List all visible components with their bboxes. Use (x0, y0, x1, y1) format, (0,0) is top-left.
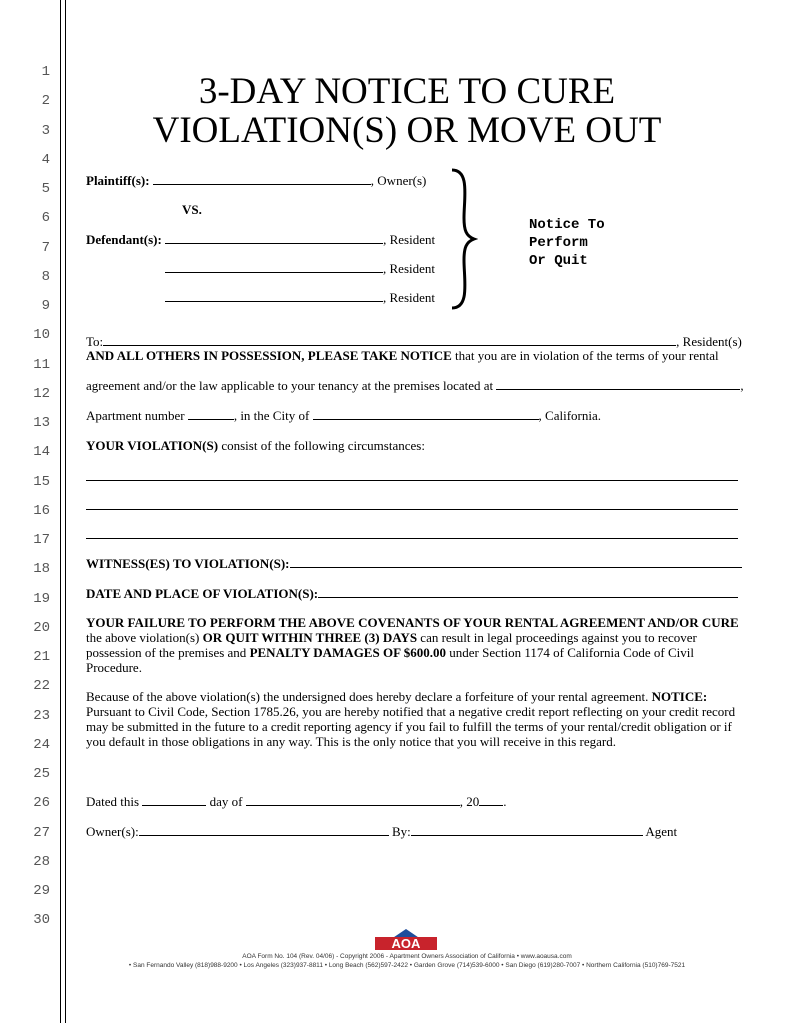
notice-line-2: Perform (529, 235, 588, 251)
defendant-row (86, 232, 435, 247)
dated-label: Dated this (86, 794, 140, 809)
line-number: 10 (33, 327, 50, 344)
line-number: 14 (33, 444, 50, 461)
signature-row (86, 824, 677, 839)
line-number: 18 (33, 561, 50, 578)
forfeiture-text-2: Pursuant to Civil Code, Section 1785.26, you are hereby notified that a negative credit report reflecting on your credit record may be submitted in the future to a credit reporting agency if you fail to fulfill the terms of your rental/credit obligation or if you default in those obligations in any way. This is the only notice that you will receive in this regard. (86, 704, 736, 749)
possession-bold: AND ALL OTHERS IN POSSESSION, PLEASE TAKE NOTICE (86, 348, 452, 363)
resident-suffix-2: , Resident (383, 261, 435, 276)
date-place-field[interactable] (318, 586, 738, 598)
by-label: By: (391, 824, 411, 839)
premises-end: , (740, 378, 744, 393)
line-number: 4 (41, 151, 50, 168)
line-number: 7 (41, 239, 50, 256)
line-number: 11 (33, 356, 50, 373)
line-number: 19 (33, 590, 50, 607)
notice-line-3: Or Quit (529, 253, 588, 269)
resident-suffix-3: , Resident (383, 290, 435, 305)
footer-line-2: • San Fernando Valley (818)988-9200 • Los Angeles (323)937-8811 • Long Beach (562)597-2422 • Garden Grove (714)539-6000 • San Diego (619)280-7007 • Northern California (510)769-7521 (128, 962, 686, 969)
line-number: 16 (33, 502, 50, 519)
resident-suffix-1: , Resident (383, 232, 436, 247)
to-label: To: (86, 334, 104, 349)
apartment-row (86, 408, 601, 423)
aoa-logo (373, 926, 439, 952)
line-number: 22 (33, 678, 50, 695)
city-label: , in the City of (233, 408, 310, 423)
to-field[interactable] (103, 334, 676, 346)
line-number: 25 (33, 766, 50, 782)
date-place-label: DATE AND PLACE OF VIOLATION(S): (86, 586, 319, 601)
line-number: 12 (33, 385, 50, 402)
notice-line-1: Notice To (529, 217, 605, 233)
premises-address-field[interactable] (496, 378, 740, 390)
dated-row (86, 794, 506, 809)
notice-to-perform-label (529, 216, 605, 270)
violation-line-3[interactable] (86, 538, 738, 539)
state-label: , California. (538, 408, 601, 423)
defendant-field-3[interactable] (165, 290, 383, 302)
witness-field[interactable] (290, 556, 742, 568)
premises-row (86, 378, 744, 393)
to-row (86, 334, 742, 349)
defendant-row-3 (165, 290, 435, 305)
dated-period: . (503, 794, 507, 809)
day-of-label: day of (209, 794, 243, 809)
agent-label: Agent (645, 824, 678, 839)
line-number: 23 (33, 707, 50, 724)
vs-text: VS. (182, 202, 202, 217)
plaintiff-label: Plaintiff(s): (86, 173, 150, 188)
line-number: 26 (33, 795, 50, 812)
line-number: 21 (33, 649, 50, 665)
line-number: 20 (33, 619, 50, 636)
line-number: 24 (33, 736, 50, 753)
line-number: 15 (33, 473, 50, 490)
forfeiture-paragraph (86, 689, 746, 749)
margin-rule-left (60, 0, 61, 1023)
page-title-line-1: 3-DAY NOTICE TO CURE (198, 71, 616, 112)
day-field[interactable] (142, 794, 206, 806)
line-number: 27 (33, 824, 50, 841)
year-field[interactable] (479, 794, 503, 806)
violations-heading (86, 438, 425, 453)
line-number: 3 (41, 122, 50, 139)
violation-line-2[interactable] (86, 509, 738, 510)
line-number: 5 (41, 181, 50, 197)
city-field[interactable] (313, 408, 539, 420)
violations-rest: consist of the following circumstances: (218, 438, 425, 453)
month-field[interactable] (246, 794, 460, 806)
premises-text: agreement and/or the law applicable to your tenancy at the premises located at (86, 378, 494, 393)
date-place-row (86, 586, 738, 601)
owner-suffix: , Owner(s) (370, 173, 427, 188)
apartment-label: Apartment number (86, 408, 185, 423)
defendant-field-1[interactable] (165, 232, 383, 244)
failure-bold-5: PENALTY DAMAGES OF $600.00 (249, 645, 447, 660)
witness-label: WITNESS(ES) TO VIOLATION(S): (86, 556, 290, 571)
margin-rule-right (65, 0, 66, 1023)
line-number: 28 (33, 853, 50, 870)
possession-rest: that you are in violation of the terms of your rental (451, 348, 719, 363)
failure-bold-3: OR QUIT WITHIN THREE (3) DAYS (202, 630, 418, 645)
line-number: 9 (41, 298, 50, 314)
footer-line-1: AOA Form No. 104 (Rev. 04/06) - Copyright 2006 - Apartment Owners Association of California • www.aoausa.com (242, 953, 572, 960)
year-label: , 20 (459, 794, 480, 809)
line-number: 1 (41, 64, 50, 80)
witness-row (86, 556, 742, 571)
line-number: 29 (33, 883, 50, 899)
plaintiff-row (86, 173, 426, 188)
defendant-field-2[interactable] (165, 261, 383, 273)
plaintiff-field[interactable] (153, 173, 371, 185)
residents-suffix: , Resident(s) (676, 334, 742, 349)
possession-notice (86, 348, 719, 363)
page-title-line-2: VIOLATION(S) OR MOVE OUT (152, 110, 662, 151)
curly-brace-icon (444, 168, 478, 310)
by-signature-field[interactable] (411, 824, 643, 836)
line-number: 8 (41, 268, 50, 285)
line-number: 2 (41, 93, 50, 110)
apartment-number-field[interactable] (188, 408, 234, 420)
failure-text-6: under Section 1174 of California Code of Civil Procedure. (86, 645, 694, 675)
owner-signature-field[interactable] (139, 824, 389, 836)
vs-label (182, 202, 202, 217)
line-number: 6 (41, 210, 50, 227)
failure-paragraph (86, 615, 746, 675)
forfeiture-notice-bold: NOTICE: (651, 689, 708, 704)
violations-bold: YOUR VIOLATION(S) (86, 438, 219, 453)
owner-label: Owner(s): (86, 824, 139, 839)
defendant-row-2 (165, 261, 435, 276)
line-number: 17 (33, 532, 50, 548)
forfeiture-text-1: Because of the above violation(s) the undersigned does hereby declare a forfeiture of your rental agreement. (86, 689, 652, 704)
defendant-label: Defendant(s): (86, 232, 162, 247)
failure-bold-1: YOUR FAILURE TO PERFORM THE ABOVE COVENANTS OF YOUR RENTAL AGREEMENT AND/OR CURE (86, 615, 739, 630)
failure-text-4: can result in legal proceedings against you to recover possession of the premises and (86, 630, 697, 660)
line-number: 13 (33, 415, 50, 431)
violation-line-1[interactable] (86, 480, 738, 481)
line-number: 30 (33, 912, 50, 929)
logo-text: AOA (391, 936, 421, 951)
failure-text-2: the above violation(s) (86, 630, 203, 645)
